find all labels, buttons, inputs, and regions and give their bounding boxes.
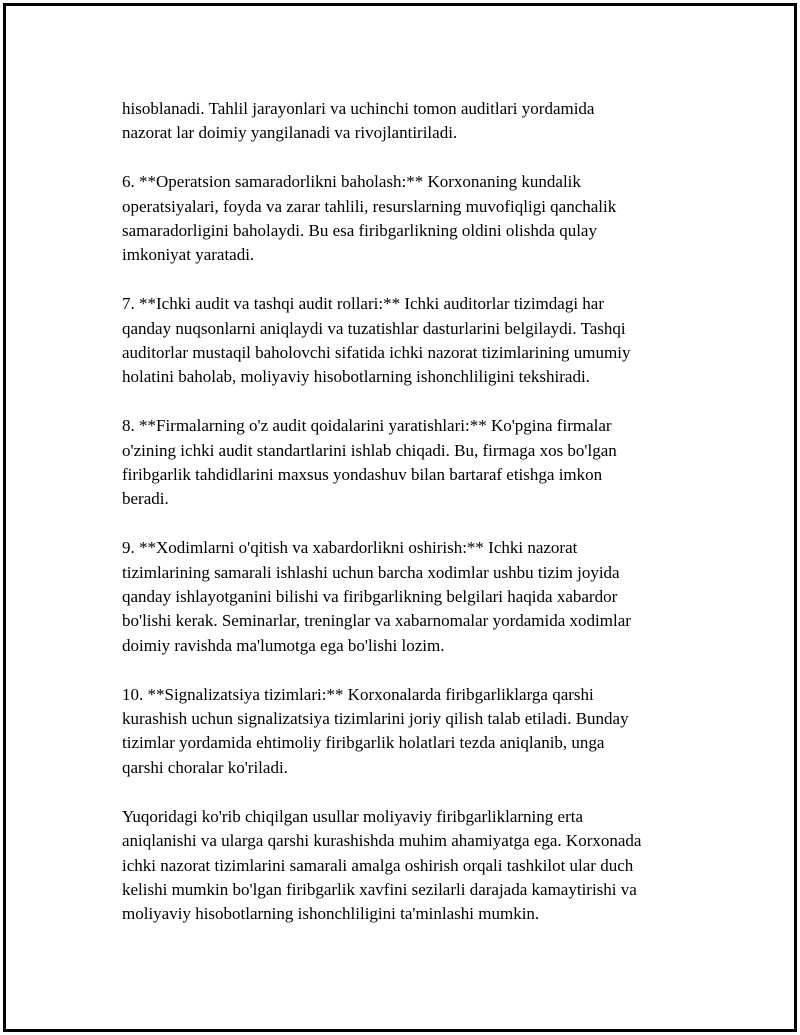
text-line: 8. **Firmalarning o'z audit qoidalarini yaratishlari:** Ko'pgina firmalar — [122, 416, 612, 436]
text-line: bo'lishi kerak. Seminarlar, treninglar va xabarnomalar yordamida xodimlar — [122, 611, 631, 631]
text-line: 9. **Xodimlarni o'qitish va xabardorlikni oshirish:** Ichki nazorat — [122, 538, 578, 558]
text-line: imkoniyat yaratadi. — [122, 245, 255, 265]
text-line: doimiy ravishda ma'lumotga ega bo'lishi lozim. — [122, 635, 445, 655]
paragraph-intro-continuation — [122, 97, 692, 146]
text-line: ichki nazorat tizimlarini samarali amalga oshirish orqali tashkilot ular duch — [122, 855, 634, 875]
text-line: operatsiyalari, foyda va zarar tahlili, resurslarning muvofiqligi qanchalik — [122, 196, 617, 216]
text-line: auditorlar mustaqil baholovchi sifatida ichki nazorat tizimlarining umumiy — [122, 343, 631, 363]
text-line: aniqlanishi va ularga qarshi kurashishda muhim ahamiyatga ega. Korxonada — [122, 831, 642, 851]
paragraph-item-9 — [122, 536, 692, 658]
text-line: 7. **Ichki audit va tashqi audit rollari:** Ichki auditorlar tizimdagi har — [122, 294, 605, 314]
paragraph-item-7 — [122, 292, 692, 390]
text-line: qarshi choralar ko'riladi. — [122, 757, 288, 777]
paragraph-item-10 — [122, 683, 692, 781]
text-line: Yuqoridagi ko'rib chiqilgan usullar moliyaviy firibgarliklarning erta — [122, 806, 584, 826]
text-line: qanday ishlayotganini bilishi va firibgarlikning belgilari haqida xabardor — [122, 587, 618, 607]
text-line: kurashish uchun signalizatsiya tizimlarini joriy qilish talab etiladi. Bunday — [122, 709, 629, 729]
text-line: holatini baholab, moliyaviy hisobotlarning ishonchliligini tekshiradi. — [122, 367, 590, 387]
text-line: beradi. — [122, 489, 169, 509]
paragraph-conclusion — [122, 805, 692, 927]
text-line: 10. **Signalizatsiya tizimlari:** Korxonalarda firibgarliklarga qarshi — [122, 684, 594, 704]
text-line: nazorat lar doimiy yangilanadi va rivojlantiriladi. — [122, 123, 458, 143]
paragraph-item-6 — [122, 170, 692, 268]
page-frame — [3, 3, 797, 1032]
text-line: kelishi mumkin bo'lgan firibgarlik xavfini sezilarli darajada kamaytirishi va — [122, 879, 637, 899]
text-line: o'zining ichki audit standartlarini ishlab chiqadi. Bu, firmaga xos bo'lgan — [122, 440, 617, 460]
text-line: tizimlarining samarali ishlashi uchun barcha xodimlar ushbu tizim joyida — [122, 562, 620, 582]
text-line: tizimlar yordamida ehtimoliy firibgarlik holatlari tezda aniqlanib, unga — [122, 733, 605, 753]
text-line: moliyaviy hisobotlarning ishonchliligini ta'minlashi mumkin. — [122, 904, 540, 924]
text-line: hisoblanadi. Tahlil jarayonlari va uchinchi tomon auditlari yordamida — [122, 99, 595, 118]
paragraph-item-8 — [122, 414, 692, 512]
text-line: firibgarlik tahdidlarini maxsus yondashuv bilan bartaraf etishga imkon — [122, 465, 603, 485]
text-line: 6. **Operatsion samaradorlikni baholash:** Korxonaning kundalik — [122, 172, 581, 192]
text-line: qanday nuqsonlarni aniqlaydi va tuzatishlar dasturlarini belgilaydi. Tashqi — [122, 318, 626, 338]
text-line: samaradorligini baholaydi. Bu esa firibgarlikning oldini olishda qulay — [122, 221, 597, 241]
document-body — [122, 97, 692, 951]
